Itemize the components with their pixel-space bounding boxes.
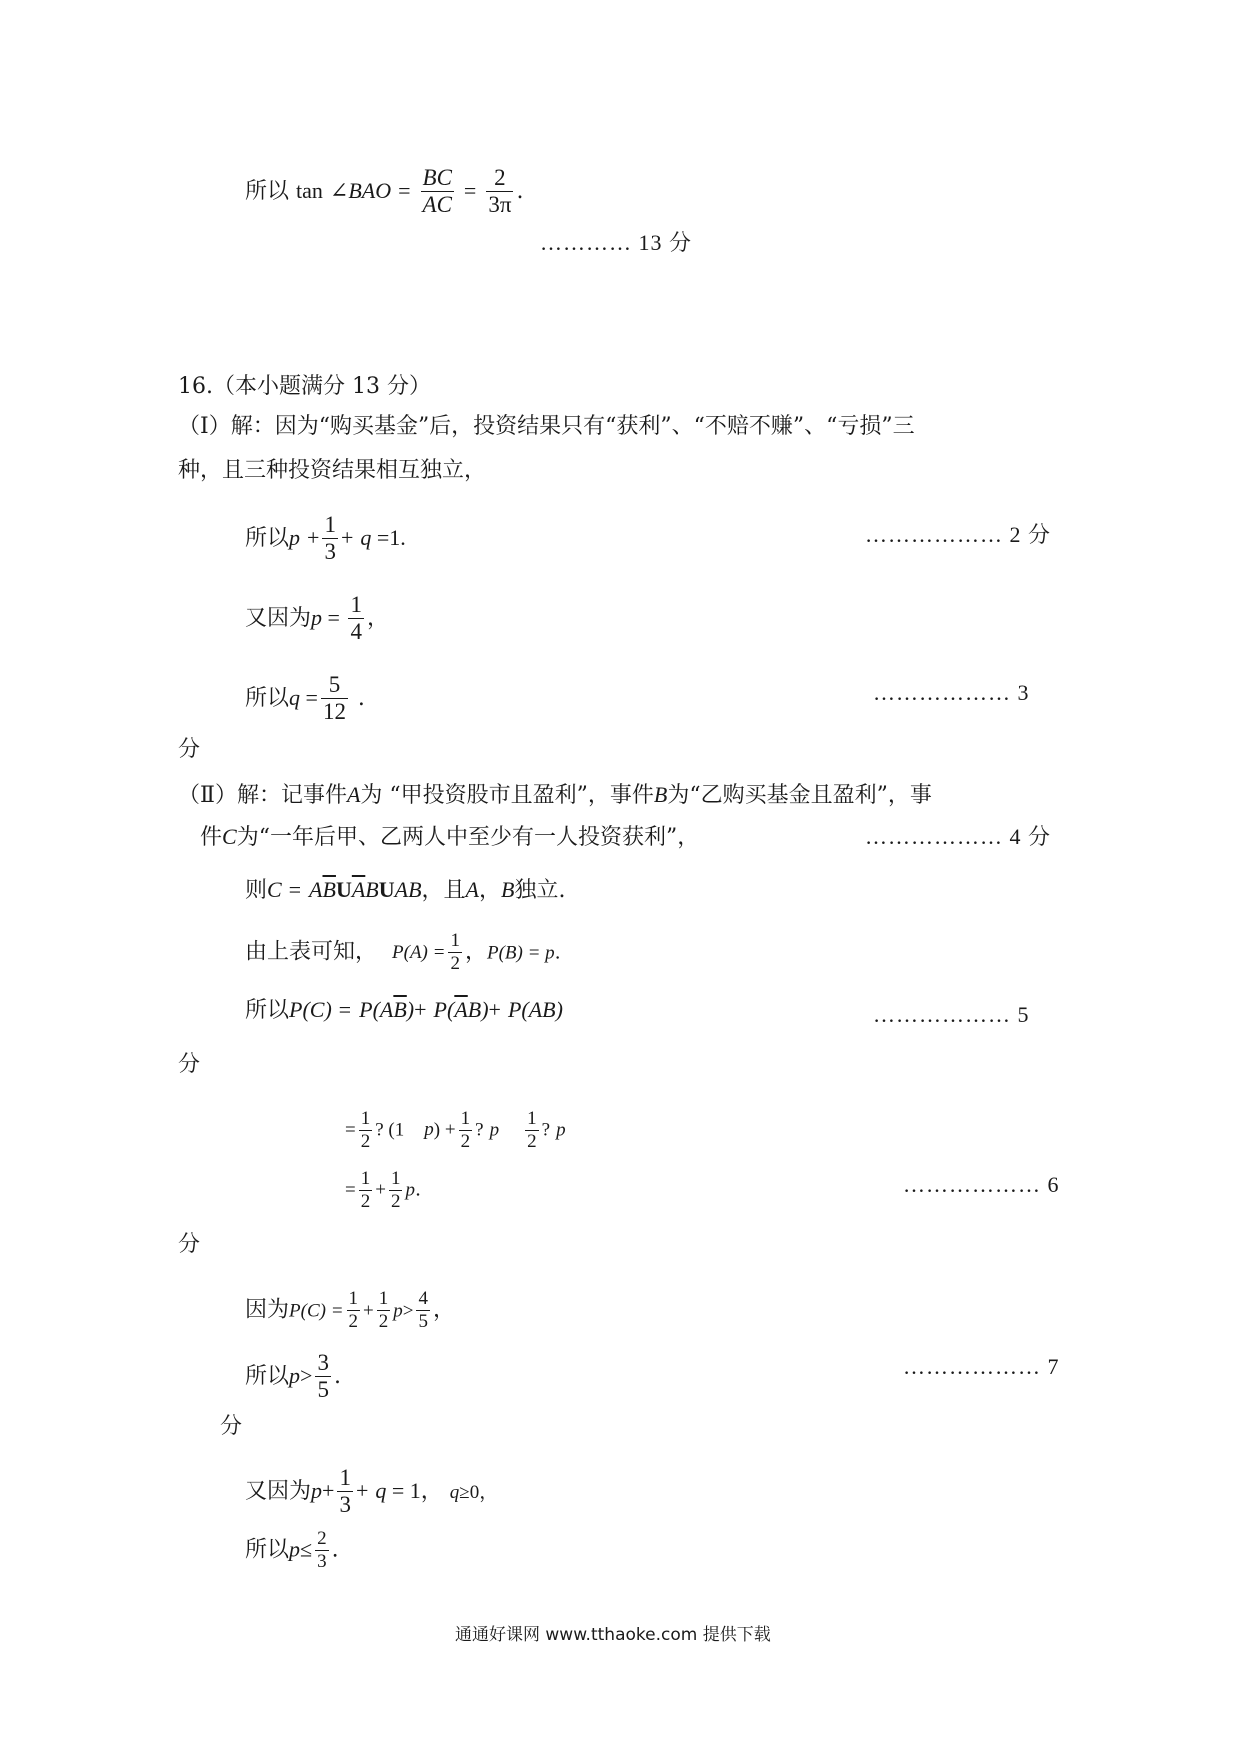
page-footer: 通通好课网 www.tthaoke.com 提供下载 xyxy=(455,1625,771,1645)
eq-sum-again: 又因为p+ $\frac{1}{3}$ + q = 1， q≥0， xyxy=(245,1465,499,1518)
angle-symbol: ∠ xyxy=(329,177,349,203)
prefix: 所以 xyxy=(245,178,290,204)
equals: = xyxy=(463,177,477,203)
tan-text: tan xyxy=(296,177,323,203)
fraction-1-4: $\frac{1}{4}$ xyxy=(350,592,362,645)
fraction-5-12: $\frac{5}{12}$ xyxy=(322,672,346,725)
eq-q-5-12: 所以q = $\frac{5}{12}$ . xyxy=(245,672,365,725)
score-2: ……………… 2 分 xyxy=(865,522,1052,547)
score-7: ……………… 7 xyxy=(903,1354,1060,1379)
part1-line-a: （Ⅰ）解：因为“购买基金”后，投资结果只有“获利”、“不赔不赚”、“亏损”三 xyxy=(178,414,915,439)
eq-c-union: 则$C = A\overline{B}U\overline{A}BUAB$，且A，B独立. xyxy=(245,877,566,903)
part1-line-b: 种，且三种投资结果相互独立， xyxy=(178,458,487,483)
part2-line-b: 件C为“一年后甲、乙两人中至少有一人投资获利”， xyxy=(200,824,700,850)
fraction-1-3: $\frac{1}{3}$ xyxy=(324,512,336,565)
part2-line-a: （Ⅱ）解：记事件A为 “甲投资股市且盈利”，事件B为“乙购买基金且盈利”，事 xyxy=(178,782,932,808)
line-tan-bao: 所以 tan ∠BAO = $\frac{BC}{AC}$ = $\frac{2}{3\pi}$ . xyxy=(245,165,524,218)
fraction-1-2: $\frac{1}{2}$ xyxy=(450,930,460,974)
score-13: ………… 13 分 xyxy=(540,230,693,255)
angle-name: BAO xyxy=(348,177,392,203)
fraction-bc-ac: $\frac{BC}{AC}$ xyxy=(422,165,452,218)
eq-p-le: 所以p≤ $\frac{2}{3}$ . xyxy=(245,1528,339,1572)
eq-simplify: = $\frac{1}{2}$ + $\frac{1}{2}$ p. xyxy=(345,1168,421,1212)
eq-pa-pb: 由上表可知， P(A) = $\frac{1}{2}$ ，P(B) = p. xyxy=(245,930,561,974)
question-header: 16.（本小题满分 13 分） xyxy=(178,374,431,399)
eq-p-gt: 所以p> $\frac{3}{5}$ . xyxy=(245,1350,341,1403)
score-fen: 分 xyxy=(178,1232,201,1257)
score-fen: 分 xyxy=(220,1414,243,1439)
score-fen: 分 xyxy=(178,1052,201,1077)
fraction-2-3pi: $\frac{2}{3\pi}$ xyxy=(488,165,512,218)
eq-p-plus-q: 所以p + $\frac{1}{3}$ + q =1. xyxy=(245,512,406,565)
score-6: ……………… 6 xyxy=(903,1172,1060,1197)
equals: = xyxy=(398,177,411,203)
eq-pc-gt: 因为P(C) = $\frac{1}{2}$ + $\frac{1}{2}$ p> $\frac{4}{5}$ ， xyxy=(245,1288,455,1332)
score-fen: 分 xyxy=(178,737,201,762)
eq-expand: = $\frac{1}{2}$ ? (1 p) + $\frac{1}{2}$ ? p $\frac{1}{2}$ ? p xyxy=(345,1108,566,1152)
score-5: ……………… 5 xyxy=(873,1002,1030,1027)
score-4: ……………… 4 分 xyxy=(865,824,1052,849)
eq-pc-sum: 所以$P(C) = P(A\overline{B})+ P(\overline{A}B)+ P(AB)$ xyxy=(245,997,563,1023)
score-3: ……………… 3 xyxy=(873,680,1030,705)
eq-p-quarter: 又因为p = $\frac{1}{4}$ ， xyxy=(245,592,389,645)
